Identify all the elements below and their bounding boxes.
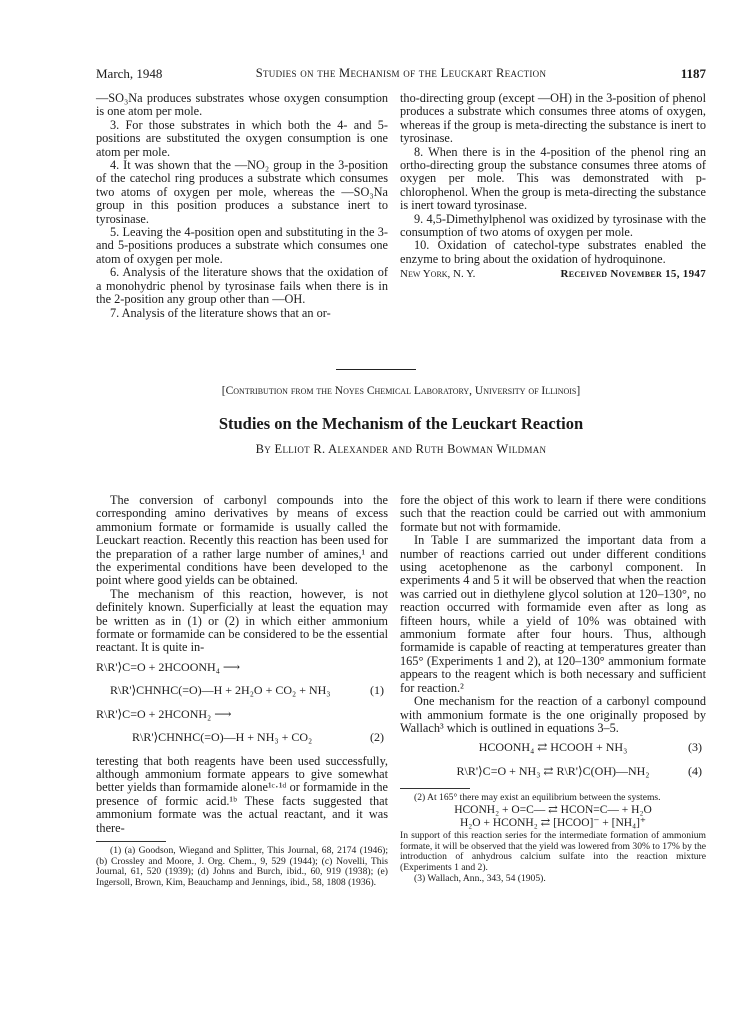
paragraph: 7. Analysis of the literature shows that an or- [110,305,331,320]
section-divider [336,369,416,370]
paragraph: fore the object of this work to learn if there were conditions such that the reaction could be carried out with ammonium formate but not with formamide. [400,493,706,534]
paragraph: In Table I are summarized the important data from a number of reactions carried out under different conditions using acetophenone as the carbonyl component. In experiments 4 and 5 it will be observed that when the reaction was carried out in diethylene glycol solution at 120–130°, no reaction occurred with formamide even after as long as fifteen hours, while a yield of 10% was obtained with ammonium formate after four hours. Thus, although formamide is capable of reacting at temperatures greater than 165° (Experiments 1 and 2), at 120–130° ammonium formate appears to the reagent which is both necessary and sufficient for reaction.² [400,533,706,695]
paragraph: —SO₃Na produces substrates whose oxygen consumption is one atom per mole. [96,91,388,119]
received-date: Received November 15, 1947 [560,268,706,281]
previous-article-column-left [96,92,388,320]
paragraph: 5. Leaving the 4-position open and substituting in the 3- and 5-positions produces a substrate which consumes one atom of oxygen per mole. [96,225,388,266]
paragraph: 10. Oxidation of catechol-type substrates enabled the enzyme to bring about the oxidation of hydroquinone. [400,238,706,266]
article-column-right [400,494,706,885]
paragraph: 6. Analysis of the literature shows that the oxidation of a monohydric phenol by tyrosinase fails when there is in the 2-position any group other than —OH. [96,265,388,307]
equation-line: R\R'⟩C=O + NH₃ ⇄ R\R'⟩C(OH)—NH₂ [456,763,650,778]
place: New York, N. Y. [400,268,476,281]
paragraph: The conversion of carbonyl compounds into the corresponding amino derivatives by means of excess ammonium formate or formamide is usually called the Leuckart reaction. Recently this reaction has been used for the preparation of a rather large number of amines,¹ and the experimental conditions have been developed to the point where good yields can be obtained. [96,493,388,588]
footnote-3: (3) Wallach, Ann., 343, 54 (1905). [414,872,546,884]
paragraph: The mechanism of this reaction, however, is not definitely known. Superficially at least the equation may be written as in (1) or (2) in which either ammonium formate or formamide can be considered to be the essential reactant. It is quite in- [96,586,388,655]
equation-number: (4) [688,763,702,778]
equation-2 [96,708,388,745]
contribution-line: [Contribution from the Noyes Chemical Laboratory, University of Illinois] [221,385,581,397]
paragraph: One mechanism for the reaction of a carbonyl compound with ammonium formate is the one originally proposed by Wallach³ which is outlined in equations 3–5. [400,694,706,735]
footnote-rule [400,788,470,789]
paragraph: 4. It was shown that the —NO₂ group in the 3-position of the catechol ring produces a substrate which consumes two atoms of oxygen per mole, whereas the —SO₃Na group in this position produces a substance inert to tyrosinase. [96,158,388,226]
article-authors: By Elliot R. Alexander and Ruth Bowman Wildman [255,442,547,456]
header-running-title: Studies on the Mechanism of the Leuckart Reaction [255,66,547,80]
equation-line: R\R'⟩C=O + 2HCONH₂ ⟶ [96,706,232,721]
equation-line: HCOONH₄ ⇄ HCOOH + NH₃ [478,740,628,755]
footnote-2-continued: In support of this reaction series for the intermediate formation of ammonium formate, it will be observed that the yield was lowered from 30% to 17% by the introduction of anhydrous calcium sulfate into the reaction mixture (Experiments 1 and 2). [400,829,706,874]
equation-number: (3) [688,740,702,755]
footnote-rule [96,841,166,842]
footnote-equation: H₂O + HCONH₂ ⇄ [HCOO]⁻ + [NH₄]⁺ [459,817,647,830]
paragraph: teresting that both reagents have been used successfully, although ammonium formate appears to give somewhat better yields than formamide alone¹ᶜ·¹ᵈ or formamide in the presence of formic acid.¹ᵇ These facts suggested that ammonium formate was the actual reactant, and it was there- [96,753,388,835]
equation-4 [400,765,706,778]
footnote-2: (2) At 165° there may exist an equilibrium between the systems. [414,792,661,804]
equation-1 [96,661,388,698]
equation-number: (2) [370,730,384,745]
article-column-left [96,494,388,888]
footnote-equation: HCONH₂ + O=C— ⇄ HCON=C— + H₂O [454,803,652,816]
header-date: March, 1948 [96,66,163,81]
equation-line: R\R'⟩C=O + 2HCOONH₄ ⟶ [96,659,241,674]
equation-number: (1) [370,683,384,698]
equation-line: R\R'⟩CHNHC(=O)—H + 2H₂O + CO₂ + NH₃ [110,683,331,698]
page-header [96,66,706,84]
equation-line: R\R'⟩CHNHC(=O)—H + NH₃ + CO₂ [132,730,313,745]
previous-article-column-right [400,92,706,282]
dateline [400,268,706,281]
paragraph: tho-directing group (except —OH) in the 3-position of phenol produces a substrate which consumes three atoms of oxygen, whereas if the group is meta-directing the substance is inert to tyrosinase. [400,91,706,146]
article-title: Studies on the Mechanism of the Leuckart Reaction [218,414,584,433]
footnote-1: (1) (a) Goodson, Wiegand and Splitter, This Journal, 68, 2174 (1946); (b) Crossley and Moore, J. Org. Chem., 9, 529 (1944); (c) Novelli, This Journal, 61, 520 (1939); (d) Johns and Burch, ibid., 60, 919 (1938); (e) Ingersoll, Brown, Kim, Beauchamp and Jennings, ibid., 58, 1808 (1936). [96,844,388,888]
paragraph: 8. When there is in the 4-position of the phenol ring an ortho-directing group the substance consumes three atoms of oxygen per mole. This was demonstrated with p-chlorophenol. When the group is meta-directing the substance is inert toward tyrosinase. [400,144,706,213]
paragraph: 9. 4,5-Dimethylphenol was oxidized by tyrosinase with the consumption of two atoms of oxygen per mole. [400,211,706,240]
header-page-number: 1187 [680,66,706,81]
paragraph: 3. For those substrates in which both the 4- and 5- positions are substituted the oxygen consumption is one atom per mole. [96,117,388,159]
equation-3 [400,741,706,754]
